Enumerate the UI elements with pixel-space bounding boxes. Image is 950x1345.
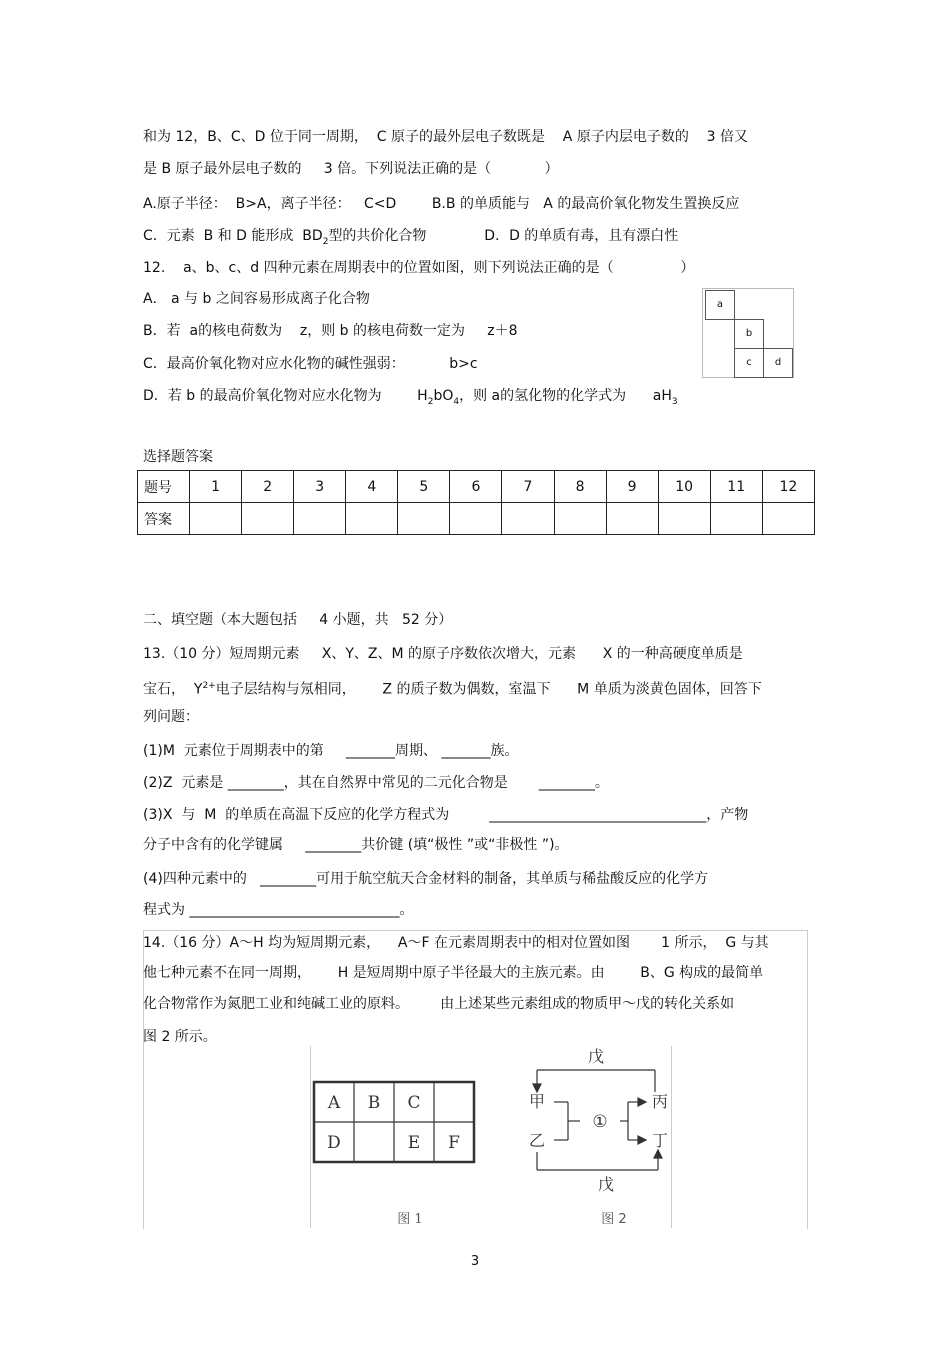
q11-line2: 是 B 原子最外层电子数的 3 倍。下列说法正确的是（ ）	[143, 161, 559, 177]
answer-table-row-label: 题号	[138, 471, 190, 503]
q11-subscript: 2	[322, 236, 329, 247]
q12-cell-a: a	[705, 290, 735, 320]
q13-line2-text: 宝石， Y	[143, 681, 203, 698]
q14-line1: 14.（16 分）A～H 均为短周期元素， A～F 在元素周期表中的相对位置如图 1 所示， G 与其	[143, 935, 769, 951]
answer-number: 3	[294, 471, 346, 503]
q14-line3: 化合物常作为氮肥工业和纯碱工业的原料。 由上述某些元素组成的物质甲～戊的转化关系如	[143, 996, 735, 1012]
answer-cell[interactable]	[658, 503, 710, 535]
answer-table-title: 选择题答案	[143, 449, 213, 465]
q12-option-d-text3: ，则 a的氢化物的化学式为 aH	[459, 388, 672, 404]
q13-line3: 列问题：	[143, 709, 199, 725]
figure2-reaction-1: ①	[592, 1112, 608, 1132]
answer-number: 9	[606, 471, 658, 503]
q13-line1: 13.（10 分）短周期元素 X、Y、Z、M 的原子序数依次增大，元素 X 的一种高硬度单质是	[143, 646, 743, 662]
page-number: 3	[470, 1254, 480, 1269]
figure1-cell-c: C	[407, 1093, 421, 1113]
figure2-yi: 乙	[528, 1131, 546, 1150]
q13-part4-cont: 程式为 ______________________________。	[143, 902, 414, 918]
answer-number: 7	[502, 471, 554, 503]
figure1-cell-f: F	[448, 1133, 460, 1153]
figure2-bottom-label: 戊	[597, 1175, 615, 1194]
answer-cell[interactable]	[294, 503, 346, 535]
q13-part4: (4)四种元素中的 ________可用于航空航天合金材料的制备，其单质与稀盐酸反应的化学方	[143, 871, 709, 887]
answer-cell[interactable]	[450, 503, 502, 535]
figure1-cell-b: B	[367, 1093, 381, 1113]
figure2-caption: 图 2	[601, 1212, 627, 1227]
answer-cell[interactable]	[398, 503, 450, 535]
q13-line2-rest: 电子层结构与氖相同， Z 的质子数为偶数，室温下 M 单质为淡黄色固体，回答下	[215, 681, 762, 698]
answer-number: 12	[762, 471, 814, 503]
answer-cell[interactable]	[606, 503, 658, 535]
q12-cell-c: c	[734, 348, 764, 378]
q11-option-c-d	[143, 226, 678, 252]
q11-option-c-text: C．元素 B 和 D 能形成 BD	[143, 228, 323, 244]
answer-number: 10	[658, 471, 710, 503]
answer-number: 4	[346, 471, 398, 503]
answer-cell[interactable]	[554, 503, 606, 535]
q12-sub2: 4	[453, 396, 460, 407]
q14-line2: 他七种元素不在同一周期， H 是短周期中原子半径最大的主族元素。由 B、G 构成的最简单	[143, 965, 764, 981]
q12-option-d-text2: bO	[433, 388, 454, 404]
figure2-jia: 甲	[528, 1092, 546, 1111]
answer-cell[interactable]	[190, 503, 242, 535]
q13-part3: (3)X 与 M 的单质在高温下反应的化学方程式为 _______________________________，产物	[143, 807, 749, 823]
answer-number: 1	[190, 471, 242, 503]
q12-option-b: B．若 a的核电荷数为 z，则 b 的核电荷数一定为 z＋8	[143, 323, 518, 339]
answer-number: 5	[398, 471, 450, 503]
figure2-top-label: 戊	[587, 1047, 605, 1066]
q11-option-a-b: A.原子半径： B>A，离子半径： C<D B.B 的单质能与 A 的最高价氧化物发生置换反应	[143, 196, 740, 212]
answer-table-answer-row	[138, 503, 815, 535]
q11-line1: 和为 12，B、C、D 位于同一周期， C 原子的最外层电子数既是 A 原子内层电子数的 3 倍又	[143, 129, 748, 145]
figure2-ding: 丁	[651, 1131, 669, 1150]
answer-number: 11	[710, 471, 762, 503]
figure1-cell-a: A	[327, 1093, 341, 1113]
q13-part1: (1)M 元素位于周期表中的第 _______周期、 _______族。	[143, 743, 519, 759]
q11-option-c-rest: 型的共价化合物 D．D 的单质有毒，且有漂白性	[328, 228, 679, 244]
q14-figure-svg	[300, 1040, 700, 1240]
figure1-cell-d: D	[327, 1133, 341, 1153]
q12-cell-d: d	[763, 348, 793, 378]
q12-stem: 12. a、b、c、d 四种元素在周期表中的位置如图，则下列说法正确的是（ ）	[143, 260, 695, 276]
answer-cell[interactable]	[242, 503, 294, 535]
q13-part2: (2)Z 元素是 ________，其在自然界中常见的二元化合物是 ________。	[143, 775, 609, 791]
answer-cell[interactable]	[762, 503, 814, 535]
section2-heading: 二、填空题（本大题包括 4 小题，共 52 分）	[143, 612, 453, 628]
answer-number: 8	[554, 471, 606, 503]
figure1-caption: 图 1	[397, 1212, 423, 1227]
answer-table	[137, 470, 815, 535]
answer-cell[interactable]	[710, 503, 762, 535]
q12-option-d-text: D．若 b 的最高价氧化物对应水化物为 H	[143, 388, 428, 404]
answer-cell[interactable]	[346, 503, 398, 535]
answer-table-number-row	[138, 471, 815, 503]
q14-line4: 图 2 所示。	[143, 1029, 217, 1045]
q12-option-a: A． a 与 b 之间容易形成离子化合物	[143, 291, 370, 307]
answer-cell[interactable]	[502, 503, 554, 535]
q13-line2	[143, 676, 762, 700]
figure1-cell-e: E	[407, 1133, 421, 1153]
answer-number: 2	[242, 471, 294, 503]
q13-superscript: 2+	[202, 681, 216, 691]
q12-option-d	[143, 386, 678, 412]
q12-sub3: 3	[671, 396, 678, 407]
answer-table-row-label: 答案	[138, 503, 190, 535]
q12-cell-b: b	[734, 319, 764, 349]
q13-part3-cont: 分子中含有的化学键属 ________共价键 (填“极性 ”或“非极性 ”)。	[143, 837, 569, 853]
answer-number: 6	[450, 471, 502, 503]
figure2-bing: 丙	[651, 1092, 669, 1111]
q12-option-c: C．最高价氧化物对应水化物的碱性强弱： b>c	[143, 356, 478, 372]
q12-sub1: 2	[427, 396, 434, 407]
